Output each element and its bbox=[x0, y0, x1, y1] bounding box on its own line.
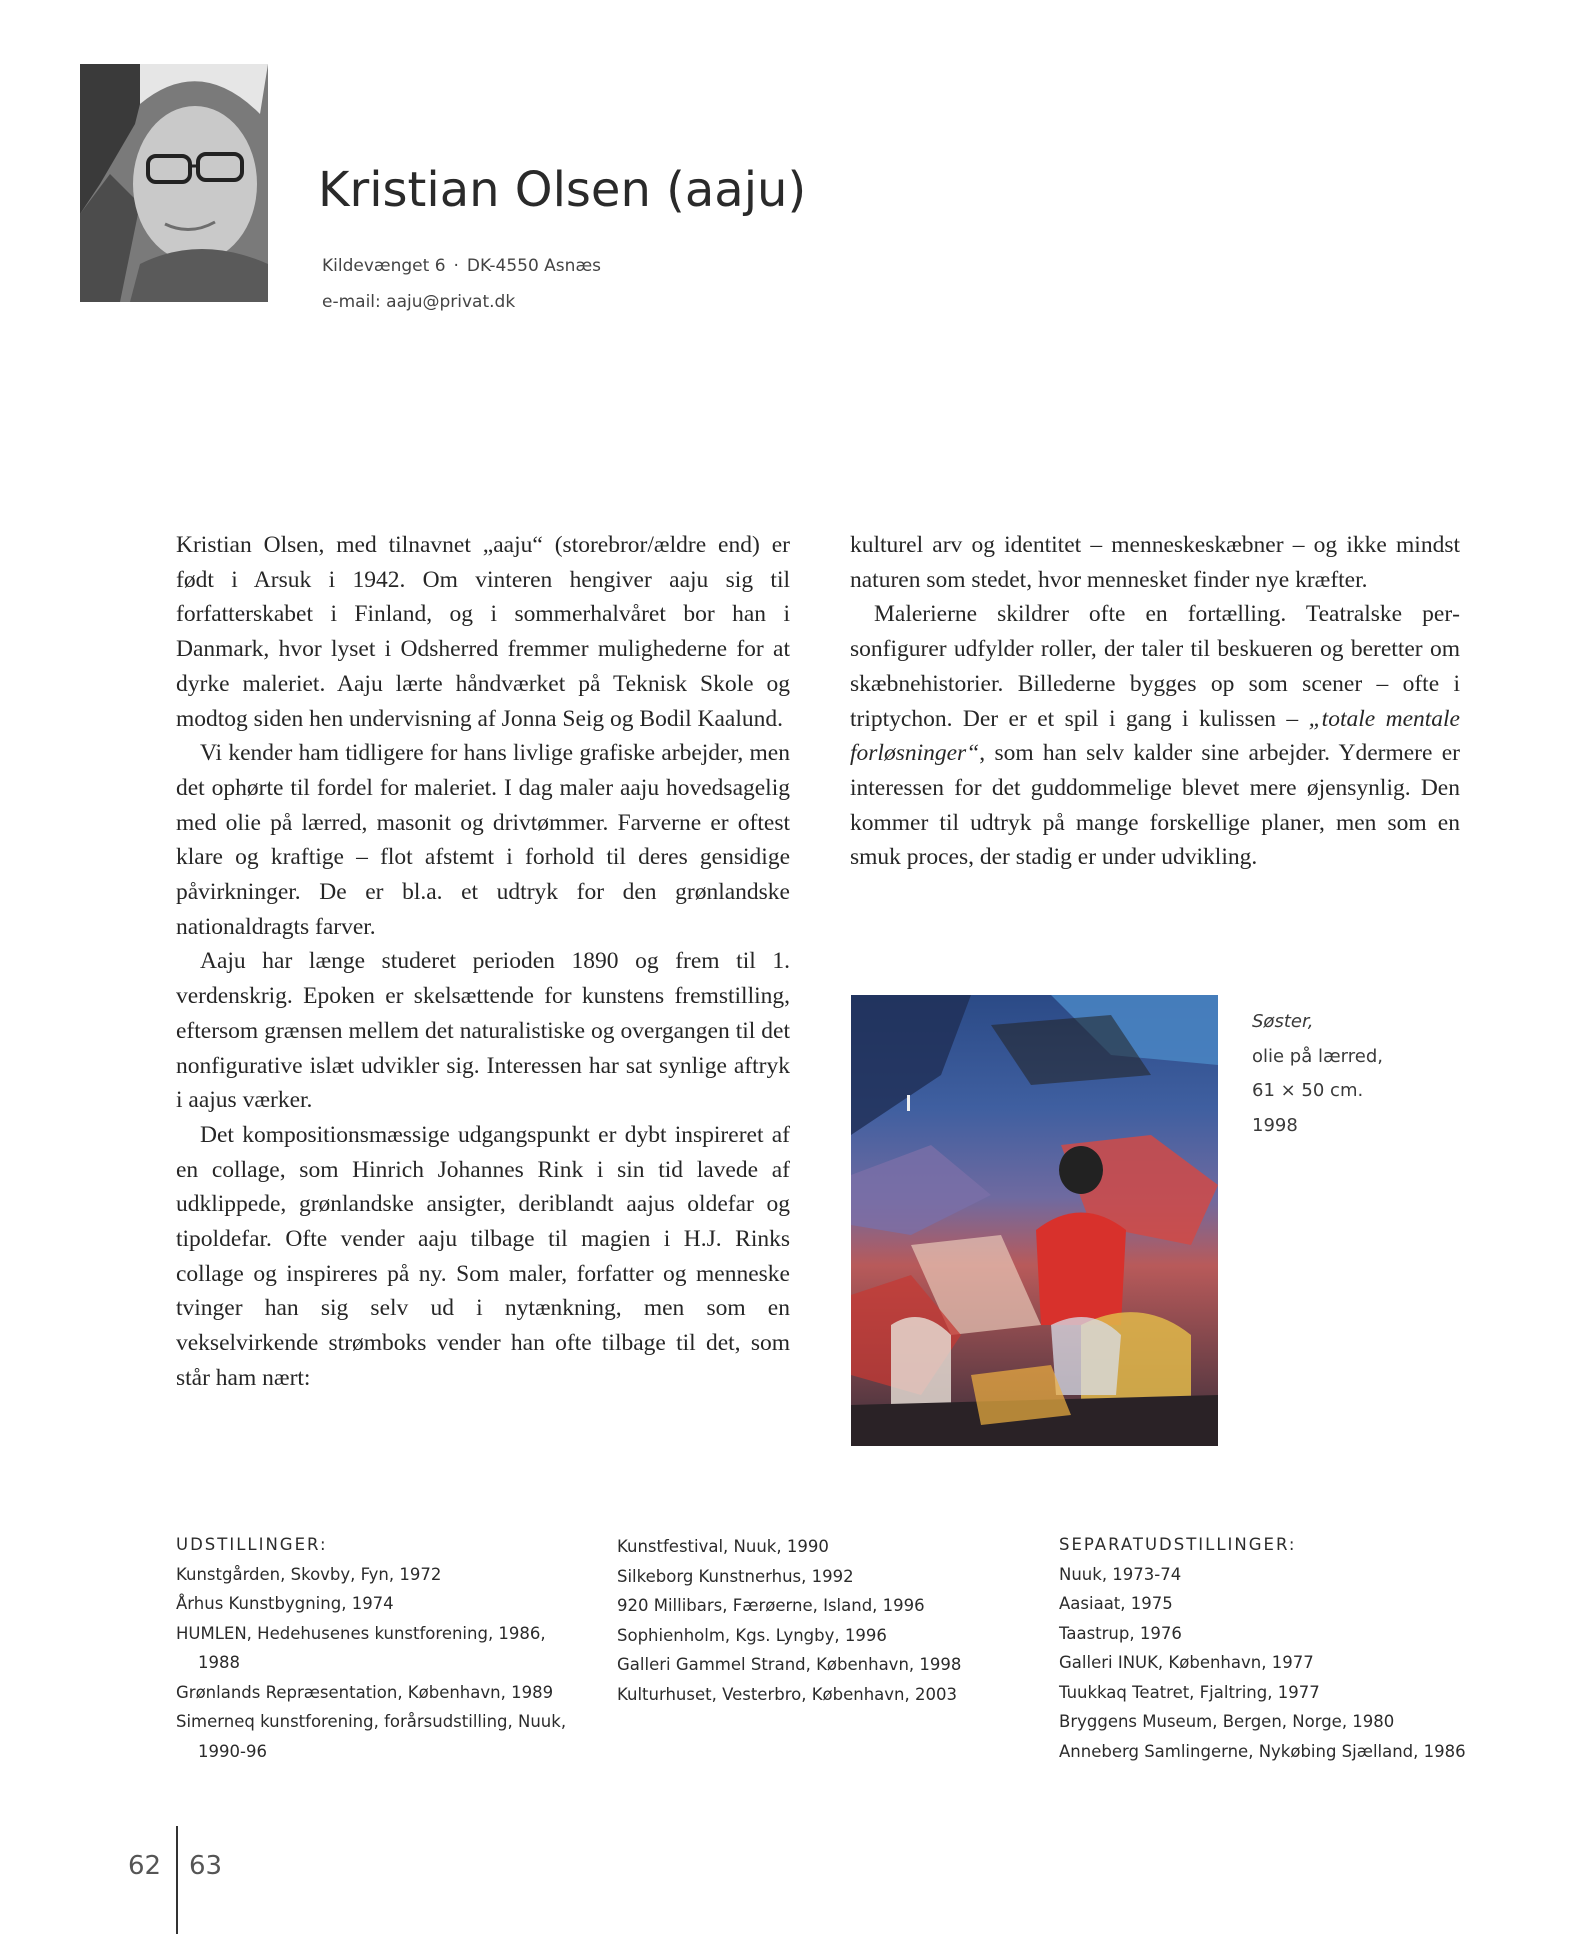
exhibition-item: Sophienholm, Kgs. Lyngby, 1996 bbox=[617, 1625, 887, 1645]
exhibition-item: 920 Millibars, Færøerne, Island, 1996 bbox=[617, 1596, 925, 1615]
paragraph-text: , som han selv kalder sine arbejder. Ydermere er interessen for det guddommelige blevet mere øjensynlig. Den kommer til udtryk på mange forskellige planer, men som en smuk proces, der stadig er under udvikling. bbox=[850, 740, 1460, 871]
exhibition-item: Silkeborg Kunstnerhus, 1992 bbox=[617, 1566, 854, 1586]
solo-exhibitions-list bbox=[1059, 1530, 1519, 1766]
solo-exhibition-item: Taastrup, 1976 bbox=[1059, 1623, 1182, 1643]
exhibitions-list-2 bbox=[617, 1532, 1037, 1709]
body-column-left bbox=[176, 528, 790, 1396]
solo-exhibition-item: Galleri INUK, København, 1977 bbox=[1059, 1653, 1314, 1672]
contact-info bbox=[322, 248, 601, 320]
address-street: Kildevænget 6 bbox=[322, 256, 446, 276]
page-number-divider bbox=[176, 1826, 178, 1934]
exhibition-item: Kunstfestival, Nuuk, 1990 bbox=[617, 1537, 829, 1556]
body-column-right bbox=[850, 528, 1460, 875]
body-paragraph: Kristian Olsen, med tilnavnet „aaju“ (storebror/ældre end) er født i Arsuk i 1942. Om vinteren hengiver aaju sig til forfatterskabet i Finland, og i sommerhalvåret bor han i Danmark, hvor lyset i Odsherred fremmer mulighederne for at dyrke maleriet. Aaju lærte håndværket på Teknisk Skole og modtog siden hen undervisning af Jonna Seig og Bodil Kaalund. bbox=[176, 532, 790, 732]
painting-image bbox=[851, 995, 1218, 1446]
caption-title: Søster, bbox=[1252, 1011, 1314, 1032]
painting-caption bbox=[1252, 1005, 1383, 1143]
caption-size: 61 × 50 cm. bbox=[1252, 1080, 1364, 1101]
body-paragraph: kulturel arv og identitet – menneskeskæbner – og ikke mindst naturen som stedet, hvor mennesket finder nye kræfter. bbox=[850, 532, 1460, 593]
caption-year: 1998 bbox=[1252, 1114, 1298, 1136]
exhibition-item-continuation: 1990-96 bbox=[198, 1741, 267, 1761]
solo-exhibition-item: Nuuk, 1973-74 bbox=[1059, 1564, 1182, 1584]
solo-exhibitions-heading: SEPARATUDSTILLINGER: bbox=[1059, 1535, 1297, 1554]
email-line: e-mail: aaju@privat.dk bbox=[322, 292, 516, 312]
exhibition-item: Galleri Gammel Strand, København, 1998 bbox=[617, 1655, 962, 1674]
address-line bbox=[322, 248, 601, 284]
exhibitions-list-1 bbox=[176, 1530, 596, 1766]
page-number-left: 62 bbox=[128, 1851, 162, 1881]
paragraph-text: Malerierne skildrer ofte en fortælling. Teatralske personfigurer udfylder roller, der taler til beskueren og beretter om skæbnehistorier. Billederne bygges op som scener – ofte i triptychon. Der er et spil i gang i kulissen – bbox=[850, 601, 1460, 732]
solo-exhibition-item: Tuukkaq Teatret, Fjaltring, 1977 bbox=[1059, 1682, 1320, 1702]
exhibition-item: Århus Kunstbygning, 1974 bbox=[176, 1594, 394, 1613]
solo-exhibition-item: Bryggens Museum, Bergen, Norge, 1980 bbox=[1059, 1712, 1395, 1731]
body-paragraph: Aaju har længe studeret perioden 1890 og frem til 1. verdenskrig. Epoken er skelsættende for kunstens fremstilling, eftersom grænsen mellem det naturalistiske og overgangen til det nonfigurative islæt udvikler sig. Interessen har sat synlige aftryk i aajus værker. bbox=[176, 948, 790, 1114]
body-paragraph: Vi kender ham tidligere for hans livlige grafiske arbejder, men det ophørte til fordel for maleriet. I dag maler aaju hovedsagelig med olie på lærred, masonit og drivtømmer. Farverne er oftest klare og kraftige – flot afstemt i forhold til deres gensidige påvirkninger. De er bl.a. et udtryk for den grønlandske nationaldragts farver. bbox=[176, 740, 790, 940]
exhibition-item: Kulturhuset, Vesterbro, København, 2003 bbox=[617, 1684, 957, 1704]
body-paragraph: Det kompositionsmæssige udgangspunkt er dybt inspireret af en collage, som Hinrich Johannes Rink i sin tid lavede af udklippede, grønlandske ansigter, deriblandt aajus oldefar og tipoldefar. Ofte vender aaju tilbage til magien i H.J. Rinks collage og inspireres på ny. Som maler, forfatter og menneske tvinger han sig selv ud i nytænkning, men som en vekselvirkende strømboks vender han ofte tilbage til det, som står ham nært: bbox=[176, 1121, 790, 1391]
artist-portrait-photo bbox=[80, 64, 268, 302]
exhibition-item-continuation: 1988 bbox=[198, 1653, 240, 1672]
exhibitions-heading: UDSTILLINGER: bbox=[176, 1535, 328, 1554]
exhibition-item: Grønlands Repræsentation, København, 1989 bbox=[176, 1682, 554, 1702]
caption-medium: olie på lærred, bbox=[1252, 1045, 1383, 1067]
artist-name: Kristian Olsen (aaju) bbox=[318, 162, 807, 218]
exhibition-item: HUMLEN, Hedehusenes kunstforening, 1986, bbox=[176, 1623, 546, 1643]
exhibition-item: Simerneq kunstforening, forårsudstilling, Nuuk, bbox=[176, 1712, 567, 1731]
italic-quote: „totale mentale forløsninger“ bbox=[850, 705, 1460, 767]
solo-exhibition-item: Aasiaat, 1975 bbox=[1059, 1594, 1173, 1613]
address-city: DK-4550 Asnæs bbox=[466, 256, 601, 276]
solo-exhibition-item: Anneberg Samlingerne, Nykøbing Sjælland, 1986 bbox=[1059, 1741, 1466, 1761]
exhibition-item: Kunstgården, Skovby, Fyn, 1972 bbox=[176, 1564, 442, 1584]
body-paragraph bbox=[850, 597, 1460, 875]
address-separator: · bbox=[453, 256, 459, 276]
page-number-right: 63 bbox=[189, 1851, 223, 1881]
